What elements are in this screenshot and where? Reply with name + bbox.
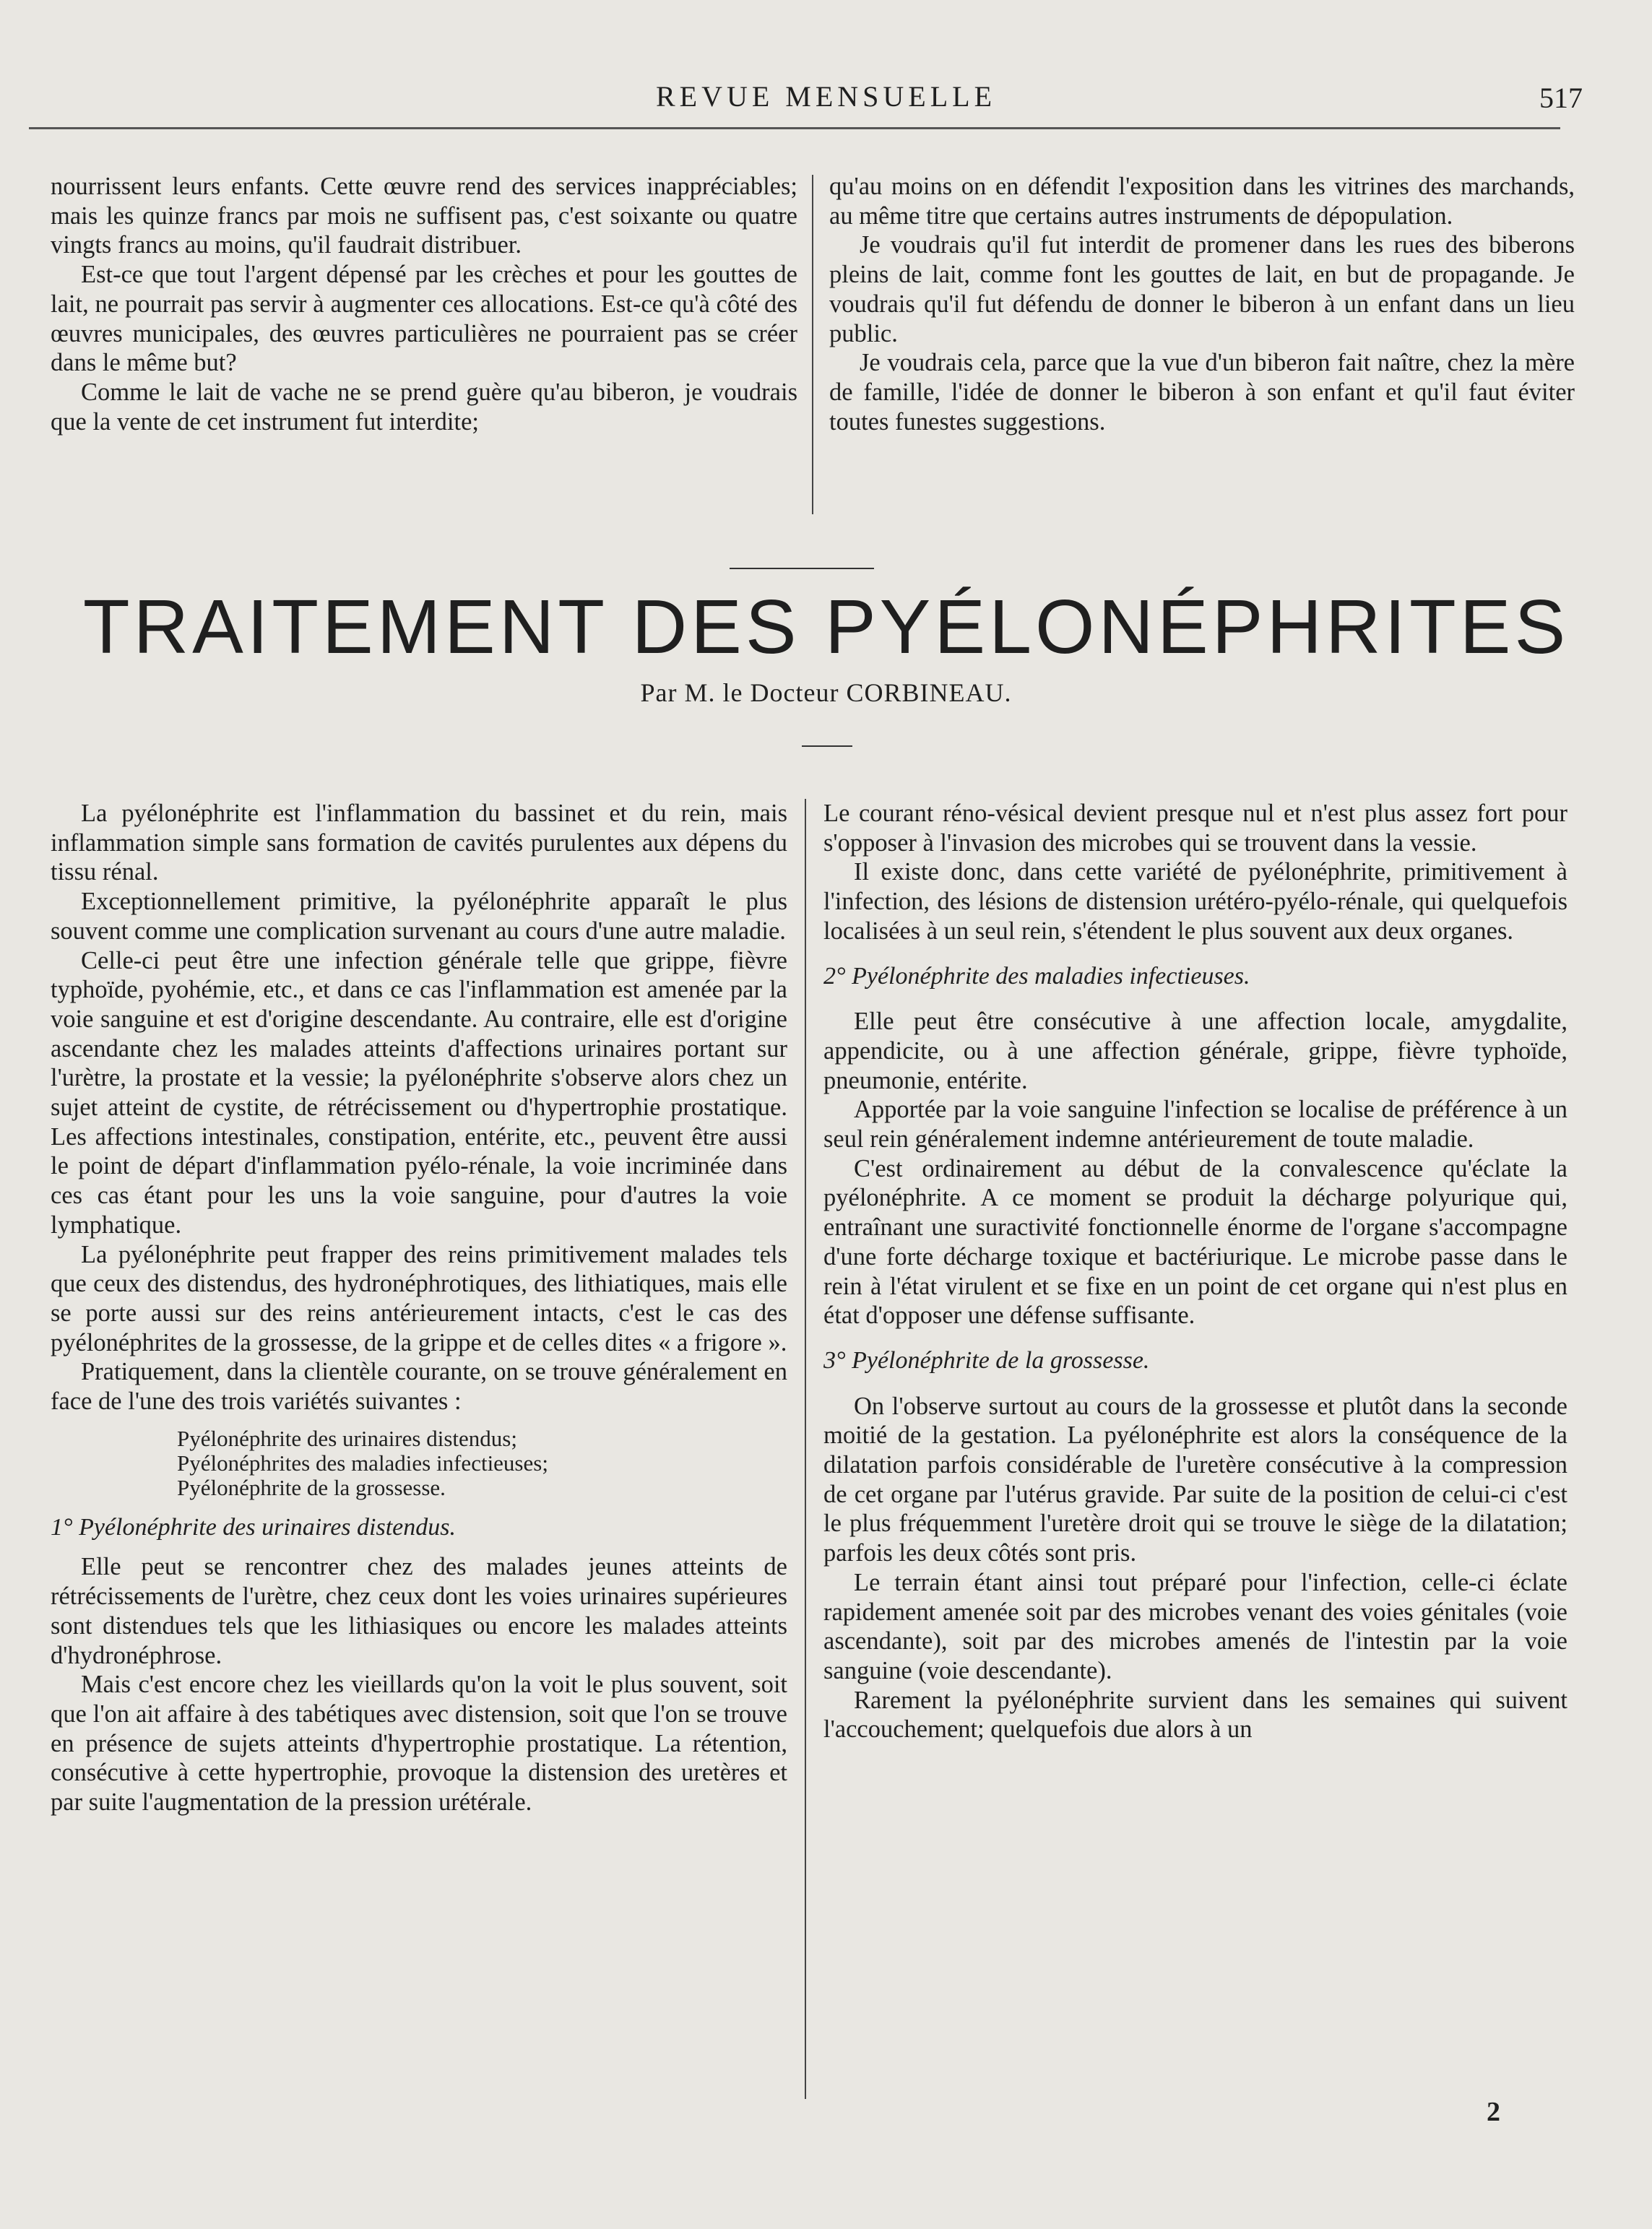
article-byline: Par M. le Docteur CORBINEAU. — [640, 678, 1012, 707]
section-heading: 3° Pyélonéphrite de la grossesse. — [823, 1346, 1150, 1374]
running-header-title: REVUE MENSUELLE — [655, 80, 997, 113]
title-separator — [802, 745, 852, 747]
article-title: TRAITEMENT DES PYÉLONÉPHRITES — [82, 584, 1570, 670]
paragraph: On l'observe surtout au cours de la grossesse et plutôt dans la seconde moitié de la gestation. La pyélonéphrite est alors la conséquence de la dilatation parfois considérable de l'uretère consécutive à la compression de cet organe par l'utérus gravide. Par suite de la position de celui-ci c'est le plus fréquemment l'uretère droit qui se trouve le siège de la dilatation; parfois les deux côtés sont pris. — [823, 1392, 1567, 1567]
paragraph: Elle peut être consécutive à une affection locale, amygdalite, appendicite, ou à une affection générale, grippe, fièvre typhoïde, pneumonie, entérite. — [823, 1008, 1567, 1094]
section-heading: 2° Pyélonéphrite des maladies infectieuses. — [823, 962, 1250, 990]
paragraph: Je voudrais cela, parce que la vue d'un biberon fait naître, chez la mère de famille, l'idée de donner le biberon à son enfant et qu'il faut éviter toutes funestes suggestions. — [829, 349, 1575, 436]
variety-list — [51, 1427, 787, 1500]
paragraph: Il existe donc, dans cette variété de pyélonéphrite, primitivement à l'infection, des lésions de distension urétéro-pyélo-rénale, qui quelquefois localisées à un seul rein, s'étendent le plus souvent aux deux organes. — [823, 858, 1567, 945]
paragraph: C'est ordinairement au début de la convalescence qu'éclate la pyélonéphrite. A ce moment se produit la décharge polyurique qui, entraînant une suractivité fonctionnelle énorme de l'organe s'accompagne d'une forte décharge toxique et bactériurique. Le microbe passe dans le rein à l'état virulent et se fixe en un point de cet organe qui n'est plus en état d'opposer une défense suffisante. — [823, 1154, 1567, 1330]
section-heading: 1° Pyélonéphrite des urinaires distendus. — [51, 1513, 456, 1541]
paragraph: Le terrain étant ainsi tout préparé pour l'infection, celle-ci éclate rapidement amenée soit par des microbes venant des voies génitales (voie ascendante), soit par des microbes amenés de l'intestin par la voie sanguine (voie descendante). — [823, 1568, 1567, 1684]
paragraph: Elle peut se rencontrer chez des malades jeunes atteints de rétrécissements de l'urètre, chez ceux dont les voies urinaires supérieures sont distendues tels que les lithiasiques ou encore les malades atteints d'hydronéphrose. — [51, 1553, 787, 1669]
paragraph: Celle-ci peut être une infection générale telle que grippe, fièvre typhoïde, pyohémie, etc., et dans ce cas l'inflammation est amenée par la voie sanguine et est d'origine descendante. Au contraire, elle est d'origine ascendante chez les malades atteints d'affections urinaires portant sur l'urètre, la prostate et la vessie; la pyélonéphrite s'observe alors chez un sujet atteint de cystite, de rétrécissement ou d'hypertrophie prostatique. Les affections intestinales, constipation, entérite, etc., peuvent être aussi le point de départ d'inflammation pyélo-rénale, la voie incriminée dans ces cas étant pour les uns la voie sanguine, pour d'autres la voie lymphatique. — [51, 946, 787, 1239]
paragraph: Exceptionnellement primitive, la pyélonéphrite apparaît le plus souvent comme une complication survenant au cours d'une autre maladie. — [51, 888, 787, 945]
previous-article-left-column — [51, 172, 797, 436]
article-right-column — [823, 799, 1567, 1744]
paragraph: Comme le lait de vache ne se prend guère qu'au biberon, je voudrais que la vente de cet instrument fut interdite; — [51, 378, 797, 436]
paragraph: La pyélonéphrite peut frapper des reins primitivement malades tels que ceux des distendus, des hydronéphrotiques, des lithiatiques, mais elle se porte aussi sur des reins antérieurement intacts, c'est le cas des pyélonéphrites de la grossesse, de la grippe et de celles dites « a frigore ». — [51, 1240, 787, 1356]
paragraph: Le courant réno-vésical devient presque nul et n'est plus assez fort pour s'opposer à l'invasion des microbes qui se trouvent dans la vessie. — [823, 800, 1567, 857]
signature-mark: 2 — [1487, 2097, 1500, 2127]
paragraph: Apportée par la voie sanguine l'infection se localise de préférence à un seul rein généralement indemne antérieurement de toute maladie. — [823, 1096, 1567, 1154]
list-item: Pyélonéphrites des maladies infectieuses; — [177, 1450, 548, 1476]
paragraph: nourrissent leurs enfants. Cette œuvre rend des services inappréciables; mais les quinze francs par mois ne suffisent pas, c'est soixante ou quatre vingts francs au moins, qu'il faudrait distribuer. — [51, 173, 797, 259]
header-rule — [29, 127, 1560, 129]
paragraph: Rarement la pyélonéphrite survient dans les semaines qui suivent l'accouchement; quelquefois due alors à un — [823, 1686, 1567, 1744]
list-item: Pyélonéphrite des urinaires distendus; — [177, 1425, 517, 1451]
paragraph: Est-ce que tout l'argent dépensé par les crèches et pour les gouttes de lait, ne pourrait pas servir à augmenter ces allocations. Est-ce qu'à côté des œuvres municipales, des œuvres particulières ne pourraient pas se créer dans le même but? — [51, 261, 797, 377]
column-divider — [805, 799, 806, 2099]
paragraph: Je voudrais qu'il fut interdit de promener dans les rues des biberons pleins de lait, comme font les gouttes de lait, en but de propagande. Je voudrais qu'il fut défendu de donner le biberon à un enfant dans un lieu public. — [829, 231, 1575, 347]
paragraph: La pyélonéphrite est l'inflammation du bassinet et du rein, mais inflammation simple sans formation de cavités purulentes aux dépens du tissu rénal. — [51, 800, 787, 886]
page-number: 517 — [1539, 82, 1583, 114]
paragraph: Mais c'est encore chez les vieillards qu'on la voit le plus souvent, soit que l'on ait affaire à des tabétiques avec distension, soit que l'on se trouve en présence de sujets atteints d'hypertrophie prostatique. La rétention, consécutive à cette hypertrophie, provoque la distension des uretères et par suite l'augmentation de la pression urétérale. — [51, 1671, 787, 1817]
paragraph: qu'au moins on en défendit l'exposition dans les vitrines des marchands, au même titre que certains autres instruments de dépopulation. — [829, 173, 1575, 230]
section-separator — [730, 568, 874, 569]
previous-article-right-column — [829, 172, 1575, 436]
list-item: Pyélonéphrite de la grossesse. — [177, 1474, 446, 1500]
paragraph: Pratiquement, dans la clientèle courante, on se trouve généralement en face de l'une des trois variétés suivantes : — [51, 1358, 787, 1416]
column-divider — [812, 175, 813, 514]
article-left-column — [51, 799, 787, 1817]
